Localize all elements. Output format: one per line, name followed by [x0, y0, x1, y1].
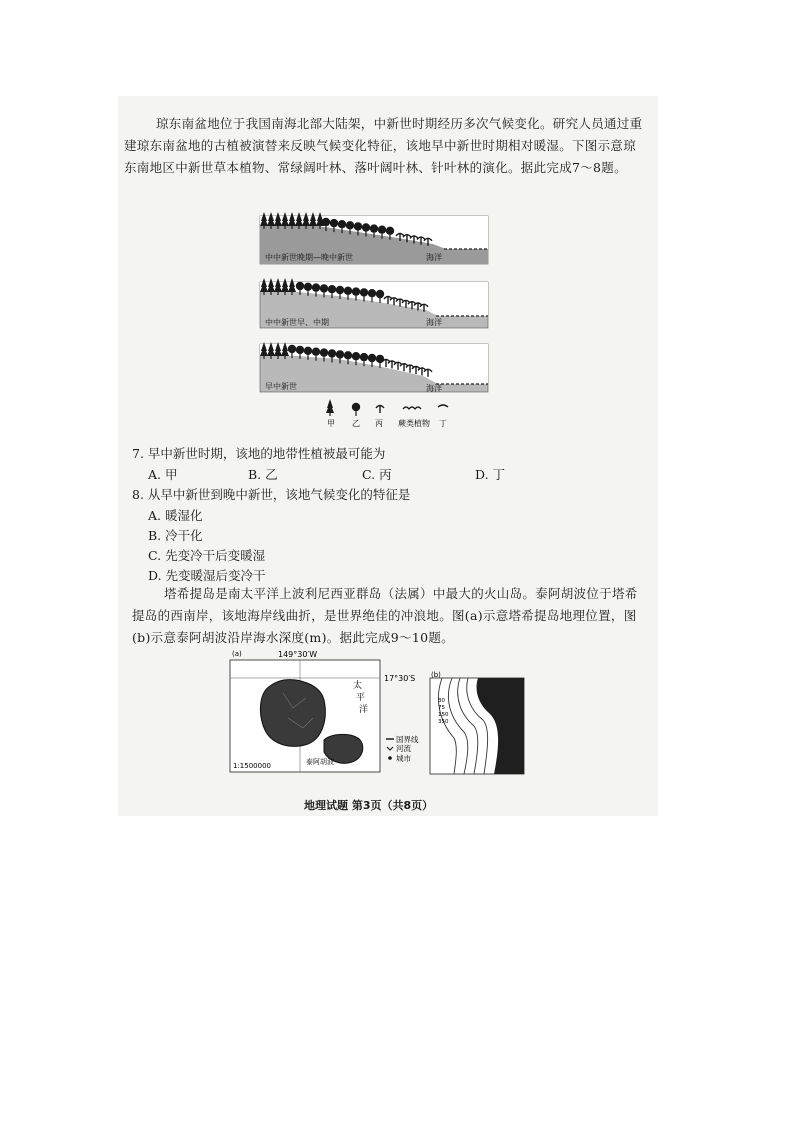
- q8-option-b: B. 冷干化: [148, 528, 203, 543]
- sea-char-3: 洋: [359, 705, 369, 715]
- legend-yi: 乙: [352, 419, 360, 428]
- map-a-lat: 17°30′S: [384, 674, 416, 683]
- panel-3-label: 早中新世: [265, 382, 297, 391]
- map-b: [430, 671, 524, 774]
- panel-3-ocean: 海洋: [426, 384, 442, 393]
- map-a-lon: 149°30′W: [278, 650, 318, 659]
- q7-option-a: A. 甲: [148, 467, 178, 482]
- q8-option-c: C. 先变冷干后变暖湿: [148, 548, 266, 563]
- q7-option-c: C. 丙: [362, 467, 392, 482]
- tahiti-map-figure: [228, 648, 528, 778]
- legend-ding: 丁: [439, 419, 447, 428]
- map-a-place: 泰阿胡波: [306, 758, 334, 766]
- legend-river: 河流: [396, 744, 411, 753]
- question-8-stem: 8. 从早中新世到晚中新世，该地气候变化的特征是: [132, 487, 411, 502]
- depth-350: 350: [438, 719, 449, 725]
- panel-2-label: 中中新世早、中期: [265, 318, 329, 327]
- legend-bing: 丙: [375, 419, 383, 428]
- legend-border: 国界线: [396, 735, 419, 744]
- depth-30: 30: [438, 698, 445, 704]
- vegetation-figure: [258, 204, 490, 430]
- intro-paragraph-1: 琼东南盆地位于我国南海北部大陆架，中新世时期经历多次气候变化。研究人员通过重建琼东南盆地的古植被演替来反映气候变化特征，该地早中新世时期相对暖湿。下图示意琼东南地区中新世草本植物、常绿阔叶林、落叶阔叶林、针叶林的演化。据此完成7～8题。: [124, 116, 643, 175]
- q7-option-b: B. 乙: [248, 467, 278, 482]
- map-a-tag: (a): [232, 650, 242, 658]
- map-a-scale: 1:1500000: [233, 762, 271, 770]
- q7-option-d: D. 丁: [475, 467, 506, 482]
- page-footer: 地理试题 第3页（共8页）: [304, 799, 434, 812]
- depth-75: 75: [438, 705, 445, 711]
- intro-paragraph-2: 塔希提岛是南太平洋上波利尼西亚群岛（法属）中最大的火山岛。泰阿胡波位于塔希提岛的西南岸，该地海岸线曲折，是世界绝佳的冲浪地。图(a)示意塔希提岛地理位置，图(b)示意泰阿胡波沿岸海水深度(m)。据此完成9～10题。: [132, 586, 638, 645]
- sea-char-1: 太: [353, 681, 363, 691]
- vegetation-legend: [326, 399, 448, 428]
- panel-2-ocean: 海洋: [426, 318, 442, 327]
- map-legend: [386, 734, 419, 763]
- panel-1-ocean: 海洋: [426, 253, 442, 262]
- legend-jia: 甲: [327, 419, 335, 428]
- legend-city: 城市: [396, 754, 411, 763]
- question-7-stem: 7. 早中新世时期，该地的地带性植被最可能为: [132, 446, 386, 461]
- map-b-tag: (b): [431, 671, 441, 679]
- sea-char-2: 平: [356, 693, 366, 703]
- q8-option-d: D. 先变暖湿后变冷干: [148, 568, 266, 583]
- panel-1-label: 中中新世晚期—晚中新世: [265, 253, 353, 262]
- q8-option-a: A. 暖湿化: [148, 508, 203, 523]
- depth-150: 150: [438, 712, 449, 718]
- legend-fern: 蕨类植物: [398, 419, 430, 428]
- map-a: [230, 650, 415, 772]
